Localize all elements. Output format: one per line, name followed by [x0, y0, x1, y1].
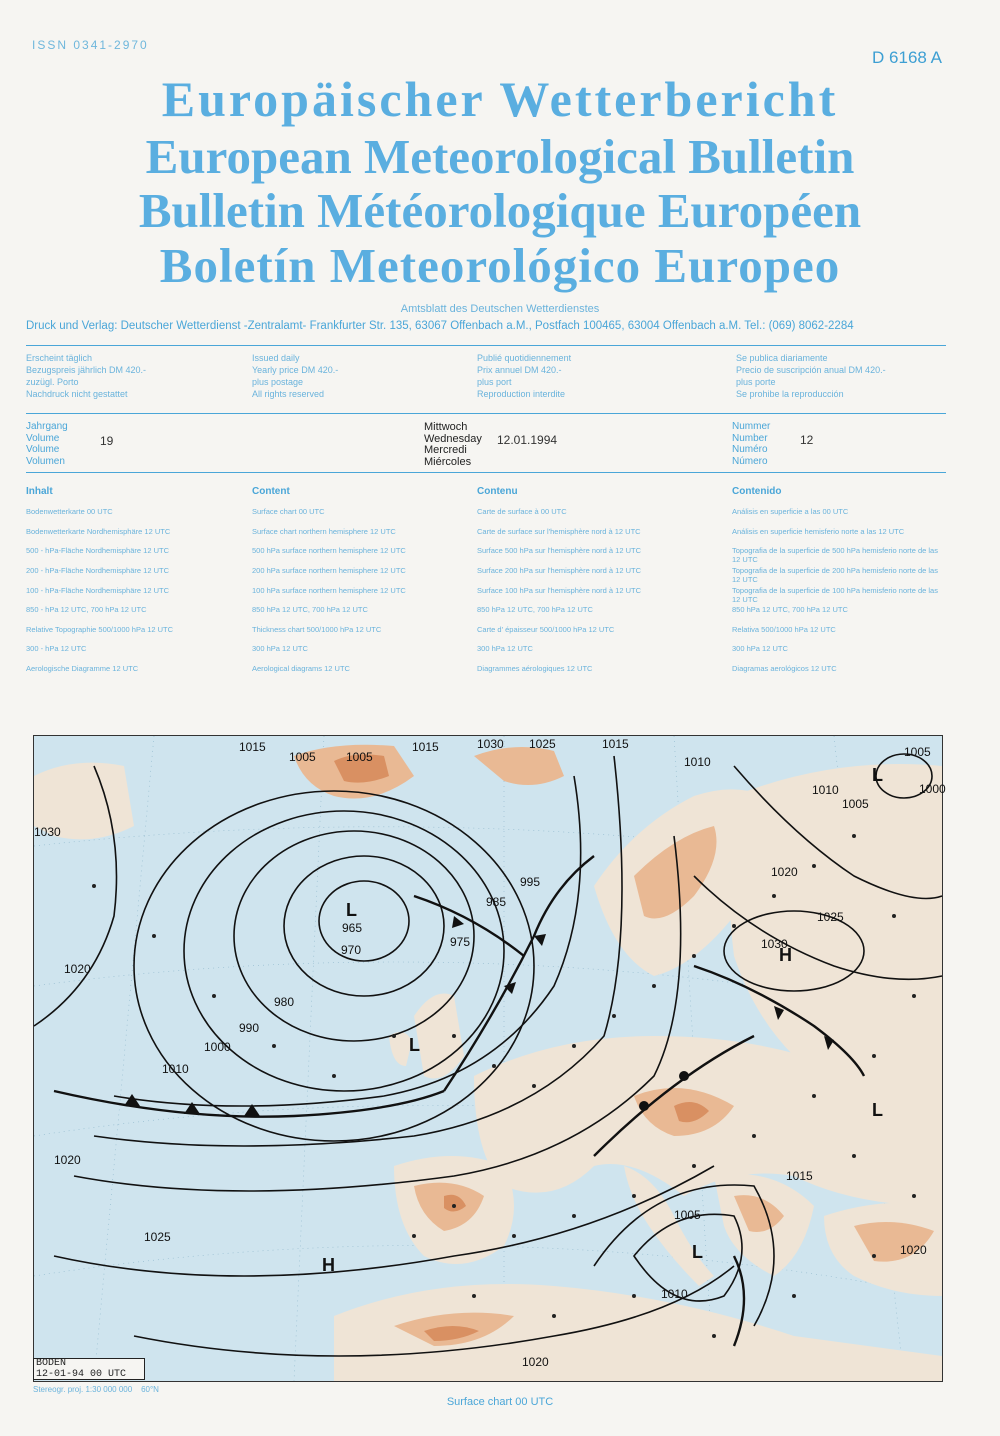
isobar-label: 1020 [900, 1243, 927, 1257]
contents-item-es: Diagramas aerológicos 12 UTC [732, 664, 837, 673]
contents-heading-fr: Contenu [477, 486, 518, 497]
isobar-label: 1010 [661, 1287, 688, 1301]
isobar-label: 1005 [674, 1208, 701, 1222]
contents-item-fr: 850 hPa 12 UTC, 700 hPa 12 UTC [477, 605, 593, 614]
official-gazette-note: Amtsblatt des Deutschen Wetterdienstes [400, 303, 600, 315]
title-german: Europäischer Wetterbericht [161, 71, 839, 127]
isobar-label: 1005 [346, 750, 373, 764]
divider [26, 345, 946, 346]
issue-number: 12 [800, 433, 814, 447]
number-labels: Nummer Number Numéro Número [732, 421, 771, 467]
contents-item-en: Aerological diagrams 12 UTC [252, 664, 350, 673]
pressure-center-low: L [409, 1035, 420, 1055]
divider [26, 413, 946, 414]
isobar-label: 1025 [529, 737, 556, 751]
map-valid-time-box [33, 1358, 145, 1380]
volume-labels: Jahrgang Volume Volume Volumen [26, 421, 68, 467]
contents-item-es: Relativa 500/1000 hPa 12 UTC [732, 625, 836, 634]
map-label-line1: BODEN [36, 1358, 67, 1369]
contents-item-de: 500 - hPa-Fläche Nordhemisphäre 12 UTC [26, 546, 169, 555]
subscription-fr: Publié quotidiennement Prix annuel DM 420.- plus port Reproduction interdite [477, 353, 572, 399]
isobar-label: 1010 [684, 755, 711, 769]
isobar-label: 975 [450, 935, 471, 949]
title-french: Bulletin Météorologique Européen [138, 183, 862, 238]
volume-value: 19 [100, 434, 114, 448]
isobar-label: 995 [520, 875, 541, 889]
contents-item-fr: Carte d' épaisseur 500/1000 hPa 12 UTC [477, 625, 615, 634]
title-english: European Meteorological Bulletin [145, 129, 855, 184]
isobar-label: 980 [274, 995, 295, 1009]
contents-item-es: Topografia de la superficie de 500 hPa hemisferio norte de las 12 UTC [732, 546, 938, 564]
issn: ISSN 0341-2970 [32, 38, 149, 52]
contents-heading-es: Contenido [732, 486, 782, 497]
subscription-es: Se publica diariamente Precio de suscripción anual DM 420.- plus porte Se prohibe la reproducción [736, 353, 886, 399]
divider [26, 472, 946, 473]
title-spanish: Boletín Meteorológico Europeo [159, 238, 841, 293]
isobar-label: 1015 [602, 737, 629, 751]
map-caption: Surface chart 00 UTC [446, 1396, 554, 1408]
contents-item-fr: 300 hPa 12 UTC [477, 644, 533, 653]
contents-item-en: 850 hPa 12 UTC, 700 hPa 12 UTC [252, 605, 368, 614]
isobar-label: 1020 [522, 1355, 549, 1369]
contents-heading-de: Inhalt [26, 486, 53, 497]
pressure-center-low: L [872, 1100, 883, 1120]
subscription-en: Issued daily Yearly price DM 420.- plus postage All rights reserved [252, 353, 339, 399]
contents-item-es: Análisis en superficie hemisferio norte a las 12 UTC [732, 527, 905, 536]
pressure-center-low: L [346, 900, 357, 920]
isobar-label: 1010 [812, 783, 839, 797]
surface-weather-map [33, 735, 946, 1382]
issue-date: 12.01.1994 [497, 433, 558, 447]
isobar-label: 1005 [904, 745, 931, 759]
contents-item-es: 850 hPa 12 UTC, 700 hPa 12 UTC [732, 605, 848, 614]
contents-item-fr: Diagrammes aérologiques 12 UTC [477, 664, 593, 673]
pressure-center-high: H [779, 945, 792, 965]
isobar-label: 1025 [144, 1230, 171, 1244]
isobar-label: 1005 [842, 797, 869, 811]
isobar-label: 1015 [412, 740, 439, 754]
surface-map-graphic [34, 736, 946, 1381]
isobar-label: 1005 [289, 750, 316, 764]
contents-item-en: 300 hPa 12 UTC [252, 644, 308, 653]
contents-item-de: Bodenwetterkarte 00 UTC [26, 507, 113, 516]
subscription-de: Erscheint täglich Bezugspreis jährlich DM 420.- zuzügl. Porto Nachdruck nicht gestattet [26, 353, 147, 399]
contents-item-fr: Carte de surface à 00 UTC [477, 507, 567, 516]
contents-item-fr: Carte de surface sur l'hemisphère nord à 12 UTC [477, 527, 641, 536]
contents-item-en: Surface chart 00 UTC [252, 507, 325, 516]
contents-item-de: 200 - hPa-Fläche Nordhemisphäre 12 UTC [26, 566, 169, 575]
isobar-label: 1010 [162, 1062, 189, 1076]
contents-item-en: 200 hPa surface northern hemisphere 12 UTC [252, 566, 406, 575]
contents-item-de: Aerologische Diagramme 12 UTC [26, 664, 139, 673]
contents-item-en: Surface chart northern hemisphere 12 UTC [252, 527, 396, 536]
isobar-label: 1000 [919, 782, 946, 796]
isobar-label: 1020 [64, 962, 91, 976]
contents-item-fr: Surface 500 hPa sur l'hemisphère nord à 12 UTC [477, 546, 642, 555]
contents-item-en: Thickness chart 500/1000 hPa 12 UTC [252, 625, 382, 634]
pressure-center-low: L [692, 1242, 703, 1262]
map-projection-note: Stereogr. proj. 1:30 000 000 60°N [33, 1385, 159, 1394]
isobar-label: 1025 [817, 910, 844, 924]
pressure-center-low: L [872, 765, 883, 785]
isobar-label: 1030 [477, 737, 504, 751]
isobar-label: 1020 [771, 865, 798, 879]
isobar-label: 970 [341, 943, 362, 957]
contents-item-es: Topografia de la superficie de 100 hPa hemisferio norte de las 12 UTC [732, 586, 938, 604]
contents-item-de: Bodenwetterkarte Nordhemisphäre 12 UTC [26, 527, 171, 536]
contents-item-de: 300 - hPa 12 UTC [26, 644, 87, 653]
contents-heading-en: Content [252, 486, 290, 497]
pressure-center-high: H [322, 1255, 335, 1275]
publication-code: D 6168 A [872, 48, 942, 67]
contents-item-fr: Surface 100 hPa sur l'hemisphère nord à 12 UTC [477, 586, 642, 595]
isobar-label: 1000 [204, 1040, 231, 1054]
isobar-label: 1015 [239, 740, 266, 754]
contents-item-fr: Surface 200 hPa sur l'hemisphère nord à 12 UTC [477, 566, 642, 575]
contents-item-de: 100 - hPa-Fläche Nordhemisphäre 12 UTC [26, 586, 169, 595]
contents-item-es: Topografia de la superficie de 200 hPa hemisferio norte de las 12 UTC [732, 566, 938, 584]
isobar-label: 990 [239, 1021, 260, 1035]
publisher-line: Druck und Verlag: Deutscher Wetterdienst -Zentralamt- Frankfurter Str. 135, 63067 Offenbach a.M., Postfach 100465, 63004 Offenbach a.M. Tel.: (069) 8062-2284 [26, 320, 854, 332]
isobar-label: 1020 [54, 1153, 81, 1167]
contents-item-de: 850 - hPa 12 UTC, 700 hPa 12 UTC [26, 605, 147, 614]
isobar-label: 1030 [34, 825, 61, 839]
contents-item-es: Análisis en superficie a las 00 UTC [732, 507, 849, 516]
map-label-line2: 12-01-94 00 UTC [36, 1368, 127, 1380]
isobar-label: 985 [486, 895, 507, 909]
contents-item-es: 300 hPa 12 UTC [732, 644, 788, 653]
contents-item-en: 100 hPa surface northern hemisphere 12 UTC [252, 586, 406, 595]
isobar-label: 965 [342, 921, 363, 935]
weekday-names: Mittwoch Wednesday Mercredi Miércoles [424, 421, 482, 468]
contents-item-de: Relative Topographie 500/1000 hPa 12 UTC [26, 625, 174, 634]
isobar-label: 1030 [761, 937, 788, 951]
isobar-label: 1015 [786, 1169, 813, 1183]
contents-item-en: 500 hPa surface northern hemisphere 12 UTC [252, 546, 406, 555]
